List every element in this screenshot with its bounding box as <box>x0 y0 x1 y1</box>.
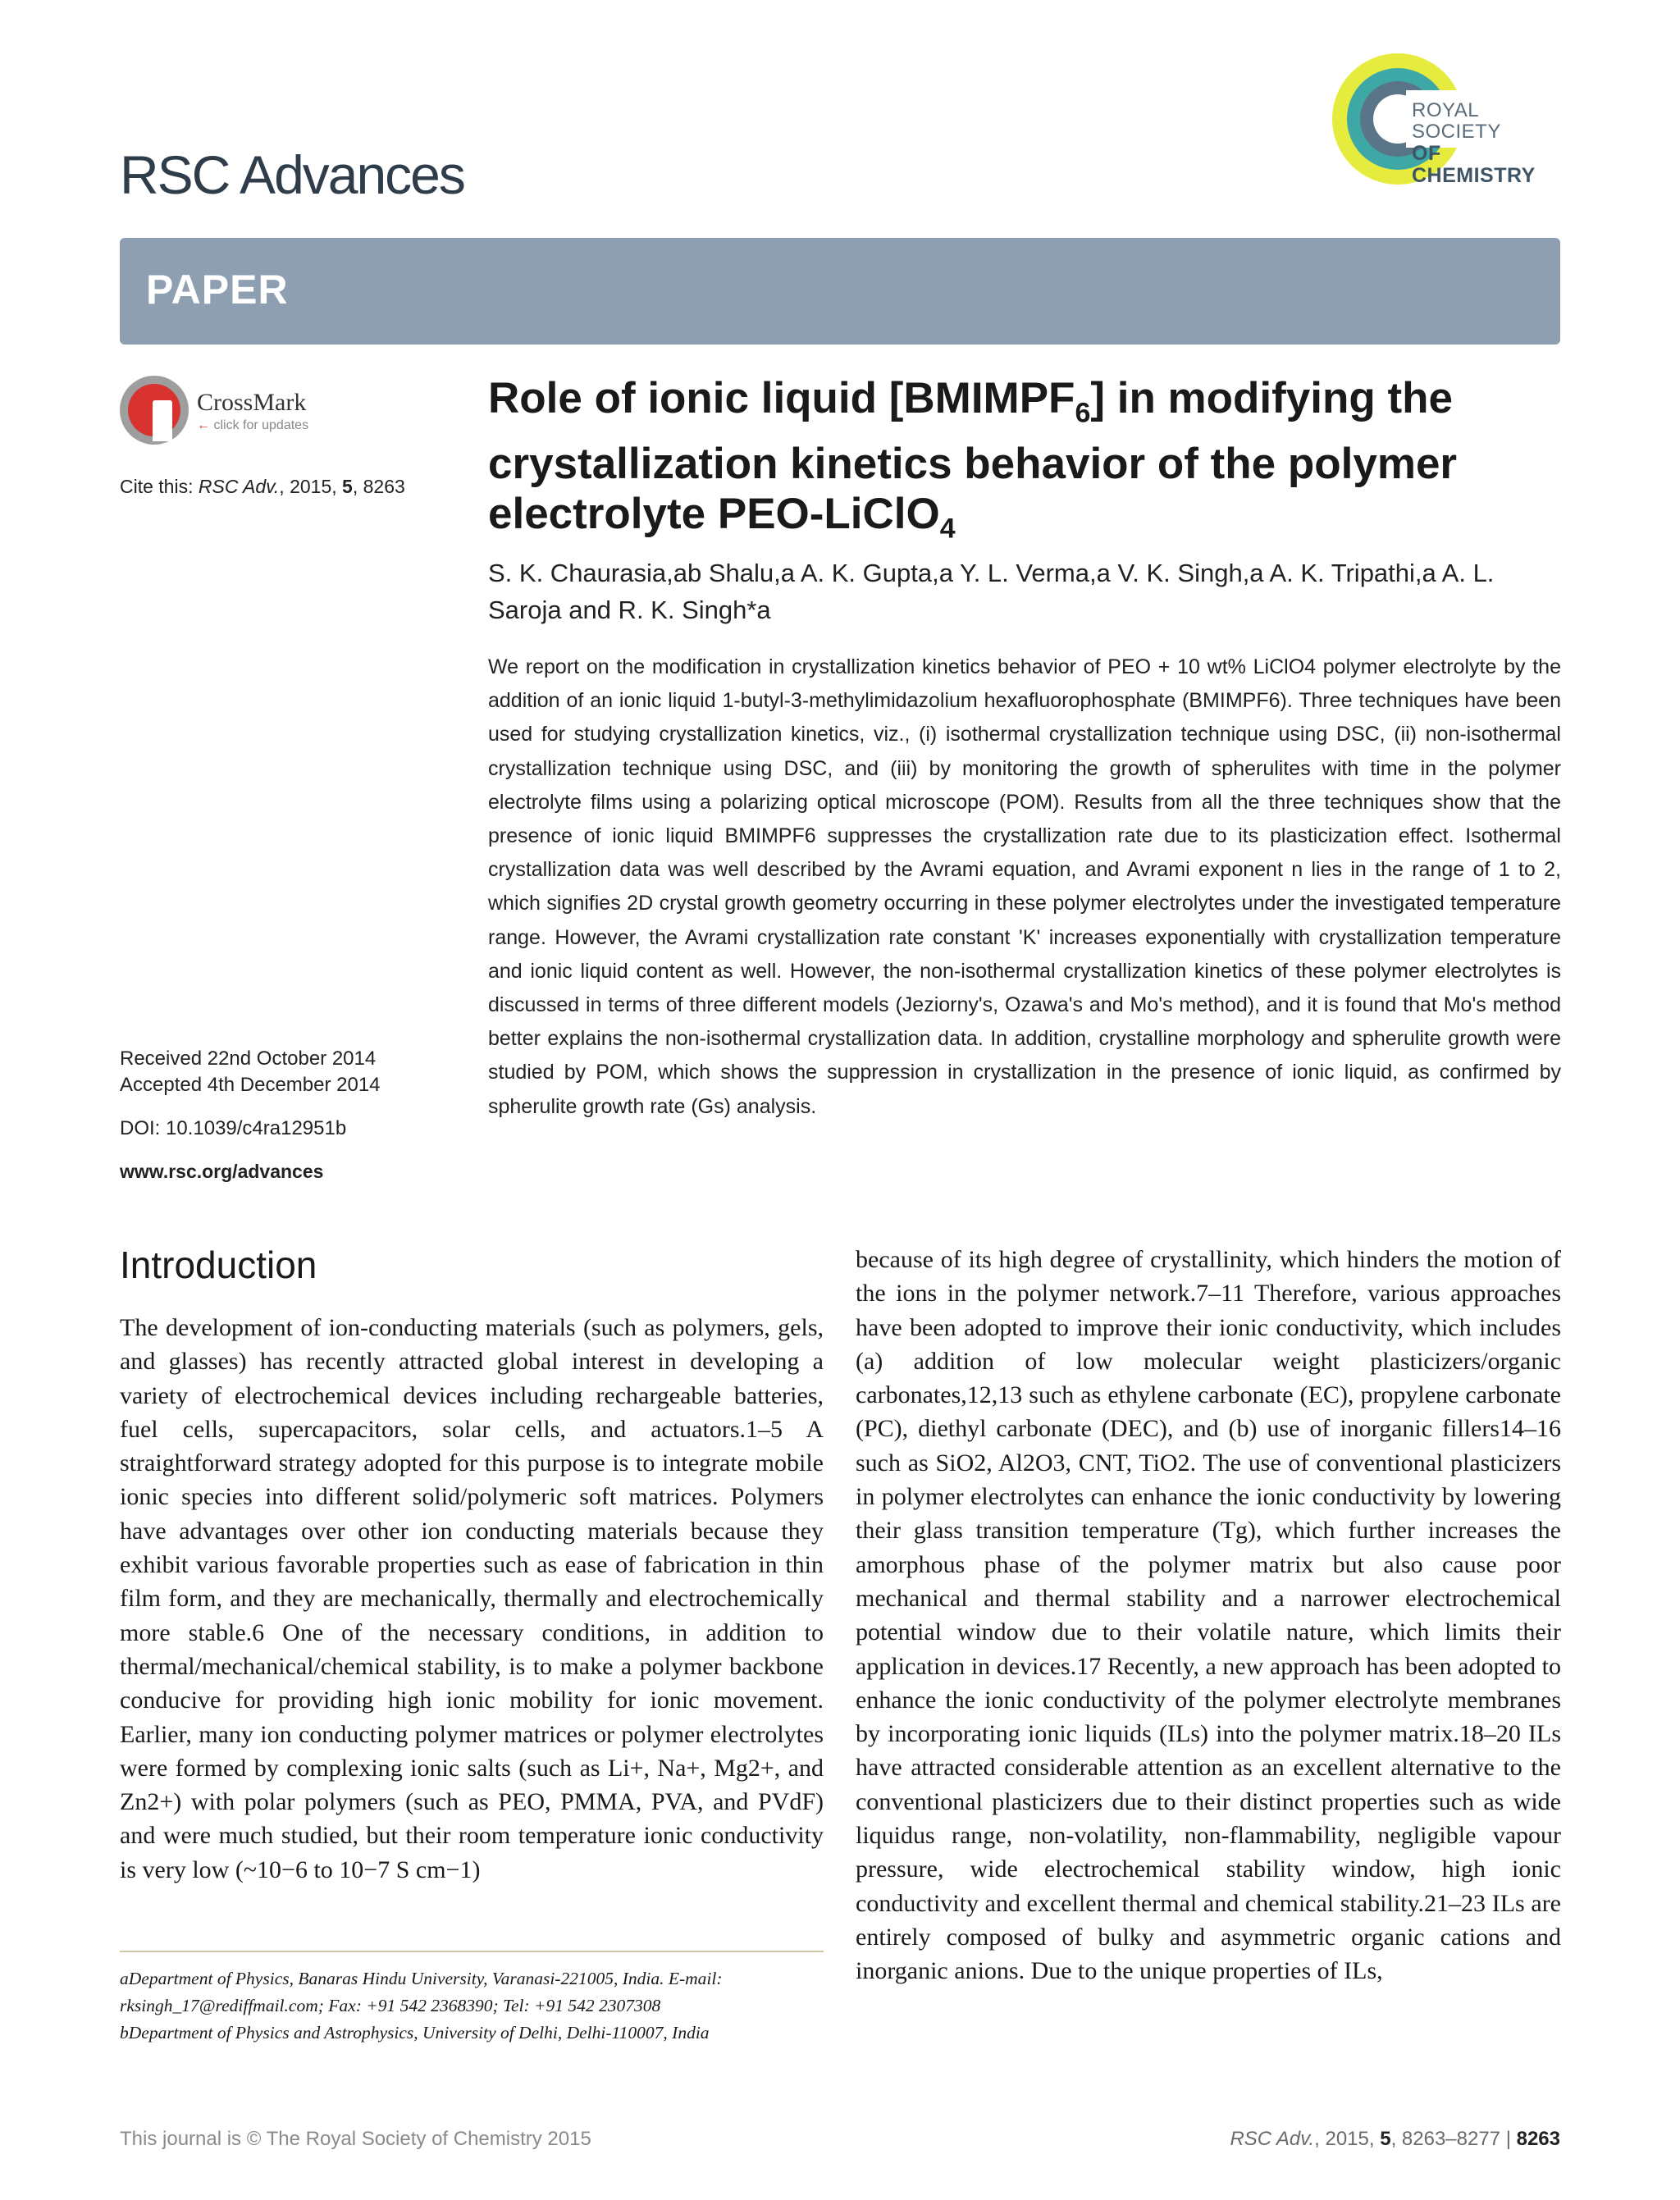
intro-paragraph-right: because of its high degree of crystallinity, which hinders the motion of the ions in the polymer network.7–11 Therefore, various approaches have been adopted to improve their ionic conductivity, which includes (a) addition of low molecular weight plasticizers/organic carbonates,12,13 such as ethylene carbonate (EC), propylene carbonate (PC), diethyl carbonate (DEC), and (b) use of inorganic fillers14–16 such as SiO2, Al2O3, CNT, TiO2. The use of conventional plasticizers in polymer electrolytes can enhance the ionic conductivity by lowering their glass transition temperature (Tg), which further increases the amorphous phase of the polymer matrix but also cause poor mechanical and thermal stability and a narrower electrochemical potential window due to their volatile nature, which limits their application in devices.17 Recently, a new approach has been adopted to enhance the ionic conductivity of the polymer electrolyte membranes by incorporating ionic liquids (ILs) into the polymer matrix.18–20 ILs have attracted considerable attention as an excellent alternative to the conventional plasticizers due to their distinct properties such as wide liquidus range, non-volatility, non-flammability, negligible vapour pressure, wide electrochemical stability window, high ionic conductivity and excellent thermal and chemical stability.21–23 ILs are entirely composed of bulky and asymmetric organic cations and inorganic anions. Due to the unique properties of ILs, <box>856 1246 1561 1985</box>
journal-url[interactable]: www.rsc.org/advances <box>120 1161 324 1182</box>
logo-line-1: ROYAL SOCIETY <box>1412 99 1501 143</box>
affiliation-b: bDepartment of Physics and Astrophysics, University of Delhi, Delhi-110007, India <box>120 2023 710 2043</box>
section-heading: Introduction <box>120 1244 317 1286</box>
banner-label: PAPER <box>146 267 289 313</box>
accepted-date: Accepted 4th December 2014 <box>120 1074 381 1096</box>
crossmark-sub: ← click for updates <box>197 418 309 432</box>
article-title: Role of ionic liquid $[BMIMPF_6]$ in modifying the crystallization kinetics behavior of the polymer electrolyte PEO-LiClO$_4$ <box>488 374 1458 545</box>
footnote-divider <box>120 1951 824 1952</box>
page-citation: RSC Adv., 2015, 5, 8263–8277 | 8263 <box>1230 2128 1560 2150</box>
citation: Cite this: RSC Adv., 2015, 5, 8263 <box>120 476 405 497</box>
received-date: Received 22nd October 2014 <box>120 1048 377 1070</box>
intro-right-column <box>856 1243 1561 1988</box>
affiliations <box>120 1965 824 2047</box>
journal-name: RSC Advances <box>120 144 464 205</box>
paper-banner <box>120 238 1560 345</box>
author-list: S. K. Chaurasia,ab Shalu,a A. K. Gupta,a Y. L. Verma,a V. K. Singh,a A. K. Tripathi,a A. L. Saroja and R. K. Singh*a <box>488 559 1495 624</box>
crossmark-icon <box>120 376 189 445</box>
crossmark-label: CrossMark <box>197 389 307 416</box>
abstract: We report on the modification in crystallization kinetics behavior of PEO + 10 wt% LiClO4 polymer electrolyte by the addition of an ionic liquid 1-butyl-3-methylimidazolium hexafluorophosphate (BMIMPF6). Three techniques have been used for studying crystallization kinetics, viz., (i) isothermal crystallization technique using DSC, (ii) non-isothermal crystallization technique using DSC, and (iii) by monitoring the growth of spherulites with time in the polymer electrolyte films using a polarizing optical microscope (POM). Results from all the three techniques show that the presence of ionic liquid BMIMPF6 suppresses the crystallization rate due to its plasticization effect. Isothermal crystallization data was well described by the Avrami equation, and Avrami exponent n lies in the range of 1 to 2, which signifies 2D crystal growth geometry occurring in these polymer electrolytes under the investigated temperature range. However, the Avrami crystallization rate constant 'K' increases exponentially with crystallization temperature and ionic liquid content as well. However, the non-isothermal crystallization kinetics of these polymer electrolytes is discussed in terms of three different models (Jeziorny's, Ozawa's and Mo's method), and it is found that Mo's method better explains the non-isothermal crystallization data. In addition, crystalline morphology and spherulite growth were studied by POM, which shows the suppression in crystallization in the presence of ionic liquid, as confirmed by spherulite growth rate (Gs) analysis. <box>488 655 1561 1118</box>
crossmark-button[interactable] <box>120 376 317 446</box>
copyright: This journal is © The Royal Society of Chemistry 2015 <box>120 2128 591 2150</box>
doi[interactable]: DOI: 10.1039/c4ra12951b <box>120 1117 347 1139</box>
dates <box>120 1046 381 1098</box>
rsc-logo <box>1327 41 1565 197</box>
affiliation-a: aDepartment of Physics, Banaras Hindu University, Varanasi-221005, India. E-mail: rksingh_17@rediffmail.com; Fax: +91 542 2368390; Tel: +91 542 2307308 <box>120 1969 723 2015</box>
intro-left-column <box>120 1311 824 1887</box>
logo-line-2: OF CHEMISTRY <box>1412 142 1536 187</box>
intro-paragraph-left: The development of ion-conducting materials (such as polymers, gels, and glasses) has recently attracted global interest in developing a variety of electrochemical devices including rechargeable batteries, fuel cells, supercapacitors, solar cells, and actuators.1–5 A straightforward strategy adopted for this purpose is to integrate mobile ionic species into different solid/polymeric soft matrices. Polymers have advantages over other ion conducting materials because they exhibit various favorable properties such as ease of fabrication in thin film form, and they are mechanically, thermally and electrochemically more stable.6 One of the necessary conditions, in addition to thermal/mechanical/chemical stability, is to make a polymer backbone conducive for providing high ionic mobility for ionic movement. Earlier, many ion conducting polymer matrices or polymer electrolytes were formed by complexing ionic salts (such as Li+, Na+, Mg2+, and Zn2+) with polar polymers (such as PEO, PMMA, PVA, and PVdF) and were much studied, but their room temperature ionic conductivity is very low (~10−6 to 10−7 S cm−1) <box>120 1314 824 1883</box>
